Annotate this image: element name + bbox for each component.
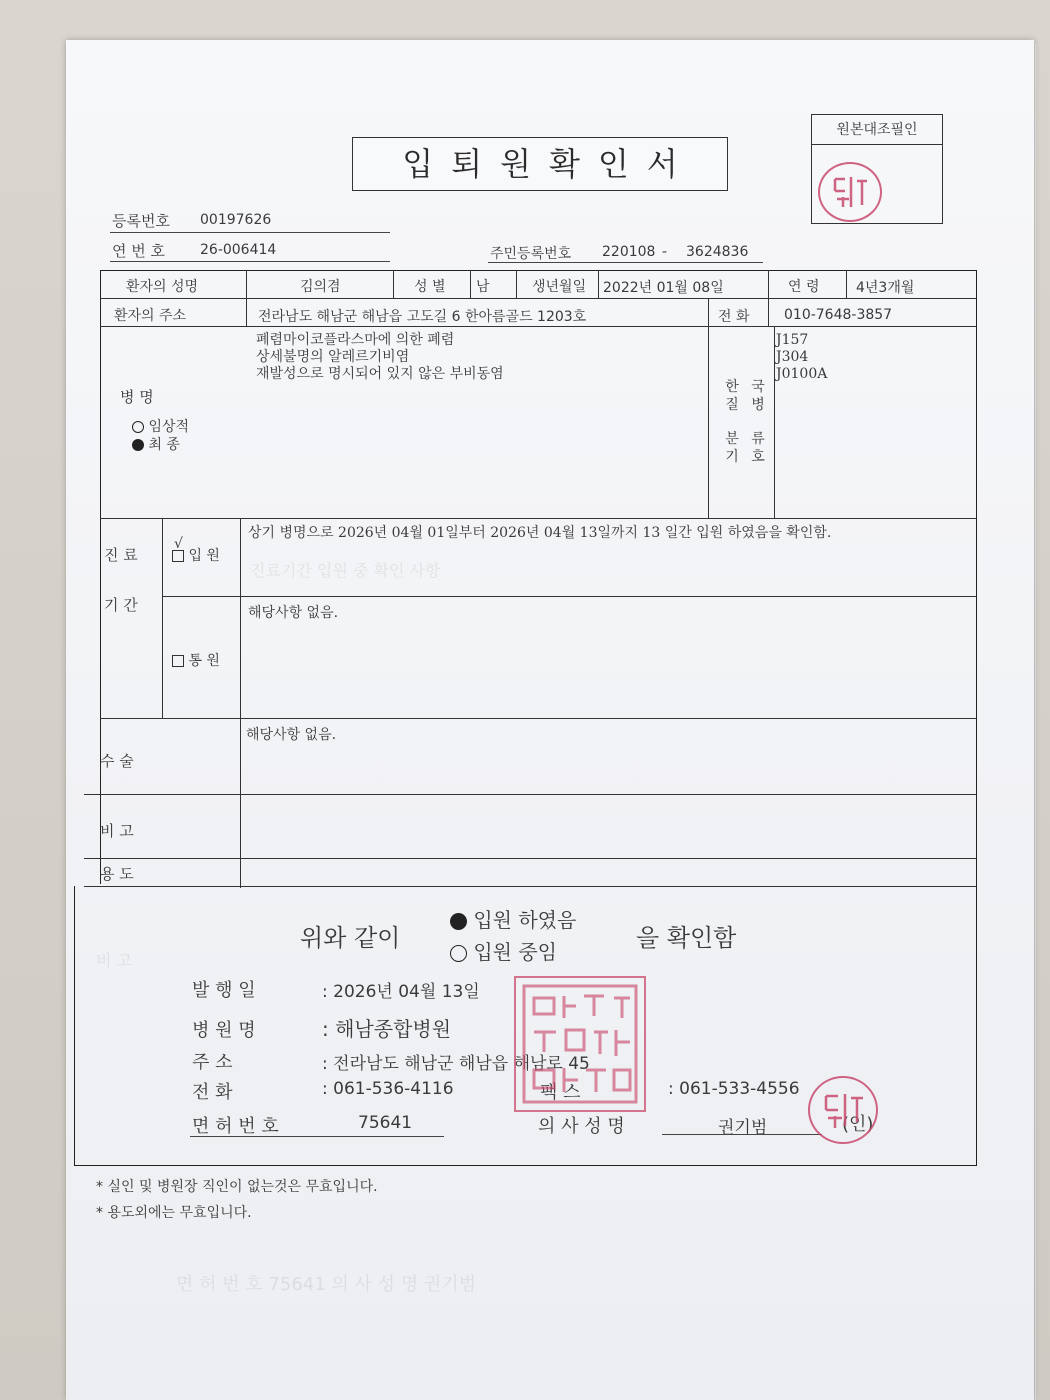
resident-front: 220108 — [602, 244, 656, 260]
diagnosis-line: 폐렴마이코플라스마에 의한 폐렴 — [256, 332, 455, 348]
doctor-seal-mark: (인) — [842, 1114, 874, 1135]
patient-address: 전라남도 해남군 해남읍 고도길 6 한아름골드 1203호 — [258, 309, 587, 325]
hospital-seal-glyph-icon — [520, 982, 640, 1106]
diagnosis-option-final-label: 최 종 — [148, 437, 180, 453]
kcd-label-right2: 류 호 — [751, 431, 765, 465]
resident-label: 주민등록번호 — [490, 246, 572, 262]
hospital-fax-value: 061-533-4556 — [679, 1079, 800, 1099]
phone-label: 전 화 — [718, 309, 750, 325]
hospital-name-value: 해남종합병원 — [335, 1017, 452, 1041]
diagnosis-option-clinical-label: 임상적 — [148, 419, 190, 435]
bleed-through-text: 면 허 번 호 75641 의 사 성 명 권기범 — [176, 1274, 477, 1295]
license-number: 75641 — [358, 1113, 413, 1133]
inpatient-text: 상기 병명으로 2026년 04월 01일부터 2026년 04월 13일까지 13 일간 입원 하였음을 확인함. — [248, 525, 832, 541]
address-label: 환자의 주소 — [114, 308, 187, 324]
kcd-code: J304 — [776, 349, 809, 365]
hospital-phone: : 061-536-4116 — [322, 1079, 454, 1099]
seal-box-header: 원본대조필인 — [812, 115, 942, 145]
document-title-box — [352, 137, 728, 191]
hospital-label: 병 원 명 — [192, 1020, 256, 1041]
kcd-label-right: 국 병 — [751, 379, 765, 413]
registration-underline — [110, 232, 390, 233]
hospital-fax-label: 팩 스 — [540, 1082, 581, 1103]
hospital-address-label: 주 소 — [192, 1052, 233, 1073]
diagnosis-option-final[interactable] — [132, 434, 180, 454]
confirmation-option-current[interactable] — [450, 936, 557, 965]
diagnosis-list — [256, 332, 504, 383]
remarks-label: 비 고 — [100, 822, 134, 840]
check-mark-icon: √ — [174, 536, 183, 552]
hospital-phone-label: 전 화 — [192, 1082, 233, 1103]
resident-back: 3624836 — [686, 244, 749, 260]
bleed-through-text: 진료기간 입원 중 확인 사항 — [250, 561, 441, 580]
age-value: 4년3개월 — [856, 280, 915, 296]
hospital-phone-value: 061-536-4116 — [333, 1079, 454, 1099]
issue-date: : 2026년 04월 13일 — [322, 982, 480, 1002]
surgery-text: 해당사항 없음. — [246, 727, 337, 743]
doctor-label: 의 사 성 명 — [538, 1116, 625, 1137]
radio-final-icon[interactable] — [132, 439, 144, 451]
patient-name-label: 환자의 성명 — [126, 279, 199, 295]
kcd-codes — [776, 332, 827, 383]
kcd-code: J0100A — [776, 366, 828, 382]
license-underline — [190, 1136, 444, 1137]
confirmation-option-admitted-label: 입원 하였음 — [473, 908, 577, 932]
doctor-name: 권기범 — [718, 1118, 768, 1138]
confirmation-prefix: 위와 같이 — [300, 924, 401, 952]
treatment-label-2: 기 간 — [104, 596, 138, 614]
diagnosis-line: 재발성으로 명시되어 있지 않은 부비동염 — [256, 366, 504, 382]
diagnosis-label: 병 명 — [120, 388, 154, 406]
hospital-name: : 해남종합병원 — [322, 1017, 452, 1041]
patient-sex: 남 — [476, 279, 490, 295]
note-line: * 실인 및 병원장 직인이 없는것은 무효입니다. — [96, 1179, 378, 1195]
confirmation-option-admitted[interactable] — [450, 904, 576, 933]
serial-label: 연 번 호 — [112, 242, 166, 260]
treatment-label-1: 진 료 — [104, 546, 138, 564]
doctor-seal-glyph-icon — [818, 1086, 868, 1134]
resident-dash: - — [662, 244, 668, 260]
radio-current-icon[interactable] — [450, 945, 467, 962]
serial-underline — [110, 261, 390, 262]
confirmation-option-current-label: 입원 중임 — [473, 940, 557, 964]
outpatient-text: 해당사항 없음. — [248, 605, 339, 621]
registration-number: 00197626 — [200, 212, 272, 228]
patient-phone: 010-7648-3857 — [784, 307, 893, 323]
document-title: 입퇴원확인서 — [402, 145, 696, 183]
birth-label: 생년월일 — [532, 279, 587, 295]
outpatient-checkbox[interactable] — [172, 655, 184, 667]
inpatient-label: 입 원 — [188, 548, 220, 564]
outpatient-checkbox-row[interactable] — [172, 650, 220, 670]
birth-date: 2022년 01월 08일 — [603, 280, 724, 296]
patient-sex-label: 성 별 — [414, 279, 446, 295]
license-label: 면 허 번 호 — [192, 1116, 279, 1137]
note-line: * 용도외에는 무효입니다. — [96, 1205, 252, 1221]
age-label: 연 령 — [788, 279, 820, 295]
kcd-label-left: 한 질 — [725, 379, 739, 413]
surgery-label: 수 술 — [100, 752, 134, 770]
hospital-address: : 전라남도 해남군 해남읍 해남로 45 — [322, 1054, 590, 1074]
doctor-seal-stamp — [808, 1076, 878, 1144]
issue-date-label: 발 행 일 — [192, 980, 256, 1001]
hospital-address-value: 전라남도 해남군 해남읍 해남로 45 — [333, 1054, 590, 1074]
kcd-label-left2: 분 기 — [725, 431, 739, 465]
registration-label: 등록번호 — [112, 212, 170, 230]
diagnosis-line: 상세불명의 알레르기비염 — [256, 349, 410, 365]
hospital-director-seal — [514, 976, 646, 1112]
issue-date-value: 2026년 04월 13일 — [333, 982, 480, 1002]
radio-admitted-icon[interactable] — [450, 913, 467, 930]
resident-underline — [488, 262, 763, 263]
serial-number: 26-006414 — [200, 242, 277, 258]
patient-name: 김의겸 — [300, 279, 341, 295]
doctor-underline — [662, 1134, 822, 1135]
bleed-through-text: 비 고 — [96, 951, 132, 970]
hospital-fax: : 061-533-4556 — [668, 1079, 800, 1099]
doctor-seal-stamp-top — [818, 162, 882, 222]
kcd-code: J157 — [776, 332, 809, 348]
seal-glyph-icon — [827, 171, 873, 213]
radio-clinical-icon[interactable] — [132, 421, 144, 433]
diagnosis-option-clinical[interactable] — [132, 416, 189, 436]
confirmation-suffix: 을 확인함 — [636, 924, 737, 952]
purpose-label: 용 도 — [100, 865, 134, 883]
outpatient-label: 통 원 — [188, 653, 220, 669]
